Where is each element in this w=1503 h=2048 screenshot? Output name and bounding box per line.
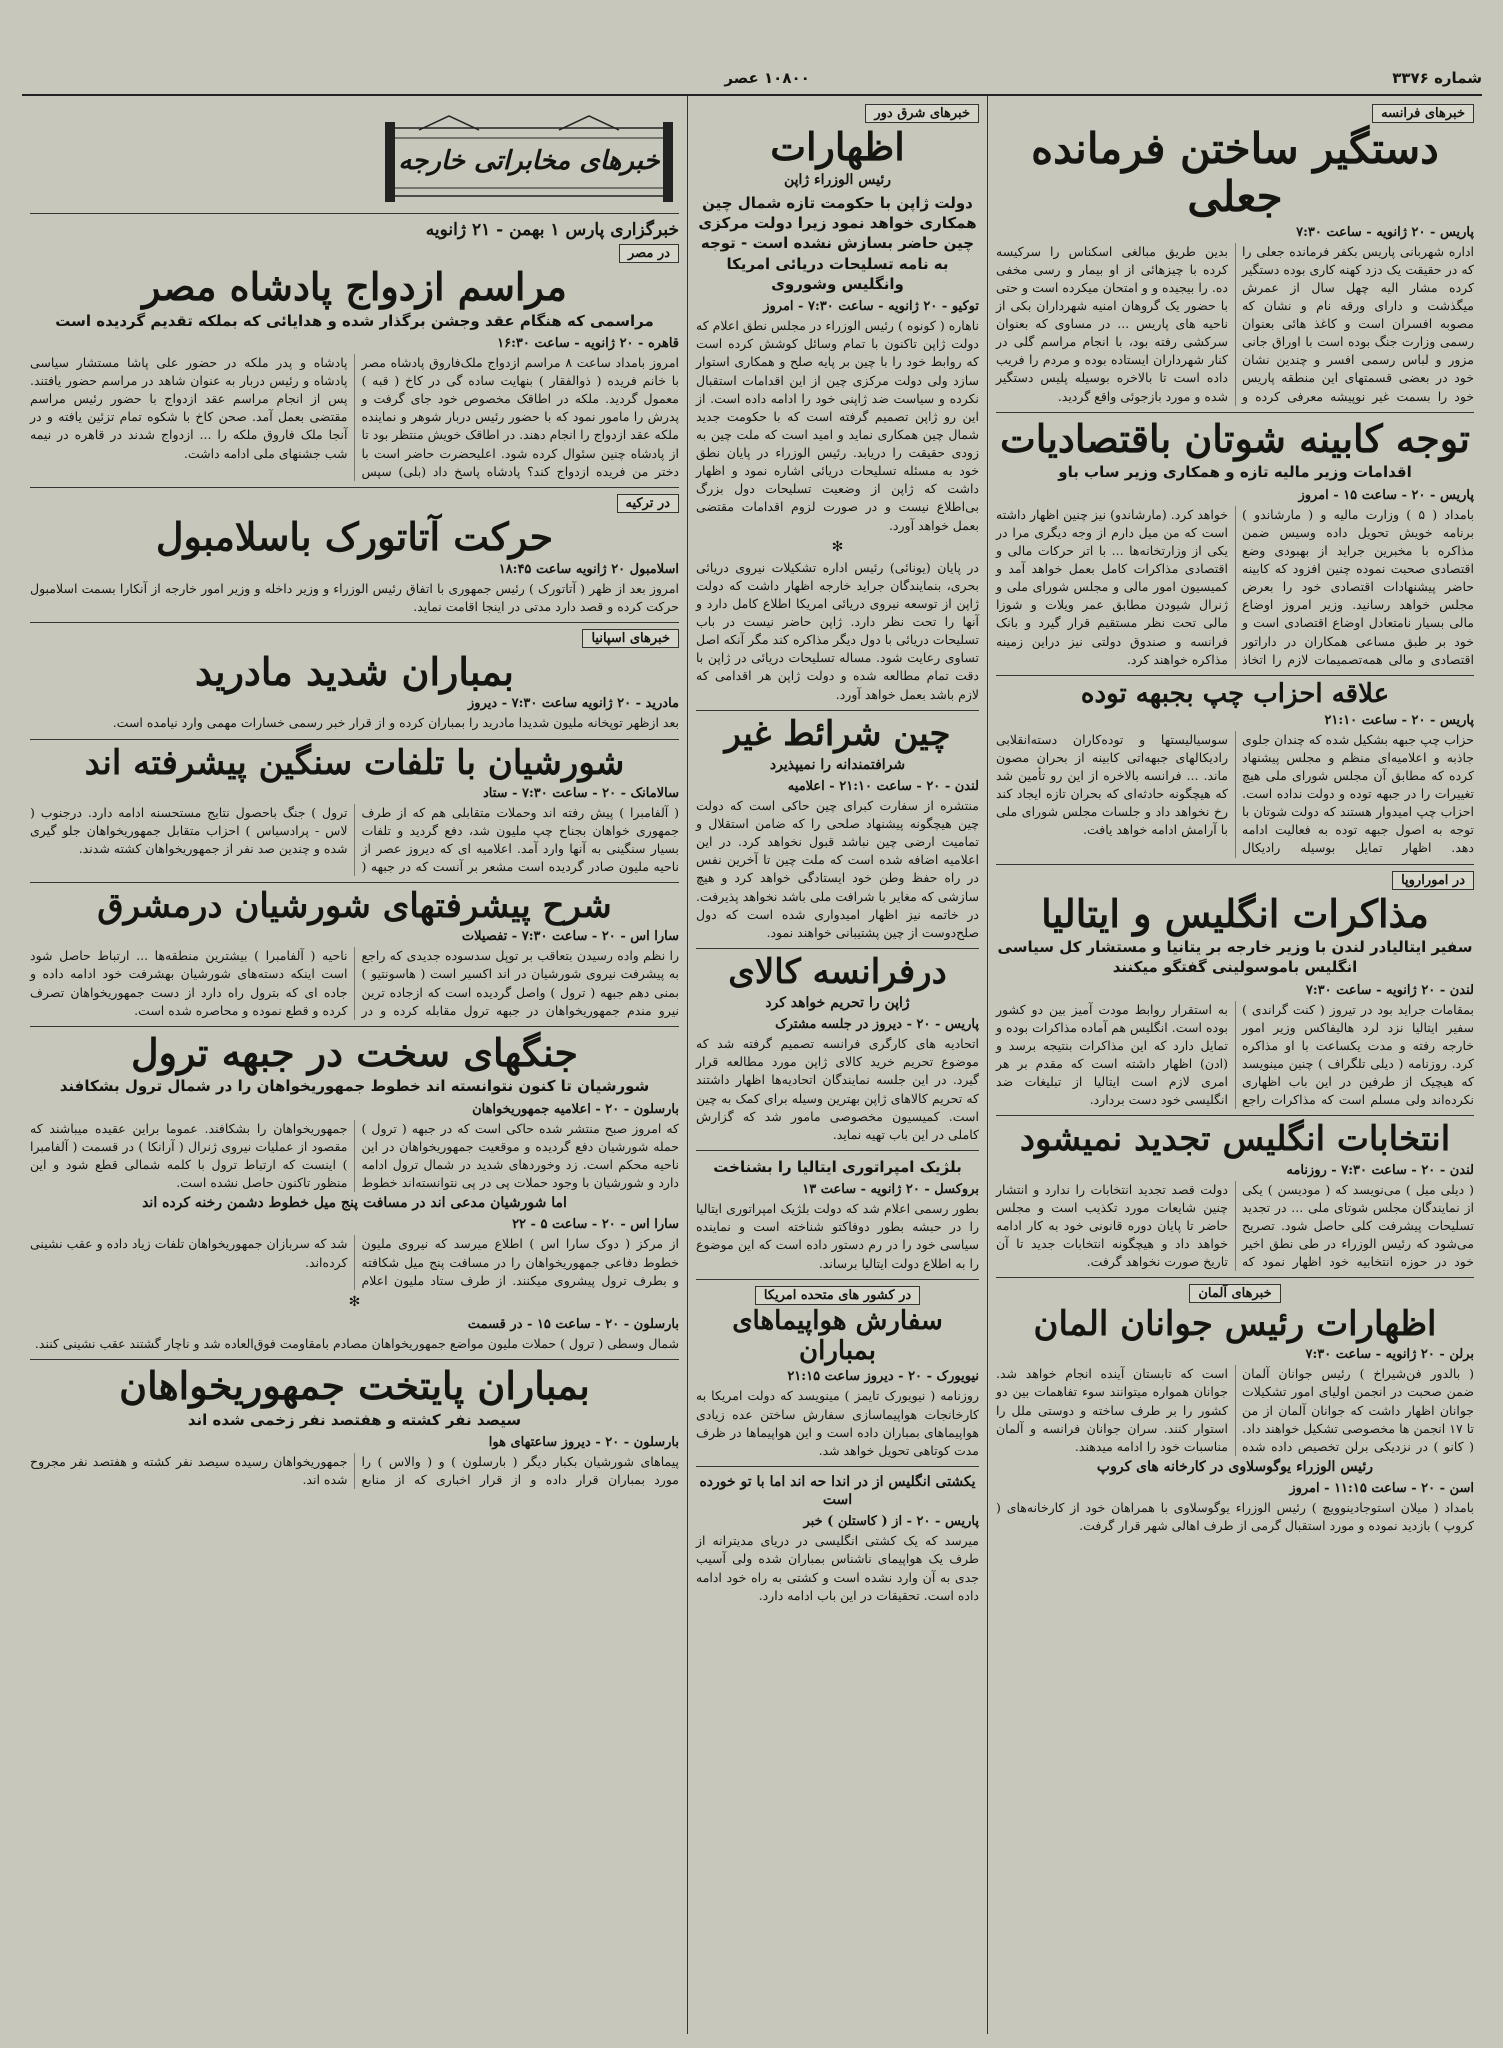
divider xyxy=(996,675,1474,676)
dateline: اسن - ۲۰ - ساعت ۱۱:۱۵ - امروز xyxy=(1289,1481,1474,1497)
dateline: برلن - ۲۰ ژانویه - ساعت ۷:۳۰ xyxy=(1305,1347,1474,1363)
article-body: ( بالدور فن‌شیراخ ) رئیس جوانان آلمان ضمن صحبت در انجمن اولیای امور تشکیلات جوانان اظهار داشت که جوانان آلمان از من تا ۱۷ انجمن ها مخصوصی تشکیل خواهند داد. ( کانو ) در نزدیکی برلن تخصیص داده شده است که تابستان آینده انجام خواهد شد. جوانان همواره میتوانند سوء تفاهمات بین دو کشور را بر طرف ساخته و دوستی ملل را استوار کنند. سران جوانان فرانسه و آلمان مناسبات خود را ادامه میدهند. xyxy=(996,1366,1475,1454)
divider xyxy=(30,1026,679,1027)
newspaper-page xyxy=(22,94,1482,2034)
article-body: منتشره از سفارت کبرای چین حاکی است که دولت چین هیچگونه پیشنهاد صلحی را که ضامن استقلال و تمامیت ارضی چین نباشد قبول نخواهد کرد. در این اعلامیه اضافه شده است که ملت چین تا آخرین نفس در راه حفظ وطن خود ایستادگی خواهد کرد و هیچ سازشی که مغایر با شرافت ملی باشد نخواهد پذیرفت. در خاتمه نیز اظهار امیدواری شده است که دول صلح‌دوست از چین پشتیبانی خواهند نمود. xyxy=(696,797,979,940)
divider xyxy=(696,1279,979,1280)
headline-egypt-wedding: مراسم ازدواج پادشاه مصر xyxy=(142,264,567,309)
headline-eastern-progress: شرح پیشرفتهای شورشیان درمشرق xyxy=(97,886,612,927)
dateline: توکیو - ۲۰ ژانویه - ساعت ۷:۳۰ - امروز xyxy=(763,299,979,315)
dateline: بارسلون - ۲۰ - ساعت ۱۵ - در قسمت xyxy=(467,1316,679,1332)
headline-bomber-order: سفارش هواپیماهای بمباران xyxy=(732,1305,943,1366)
dateline: پاریس - ۲۰ - ساعت ۱۵ - امروز xyxy=(1298,487,1474,503)
dateline: لندن - ۲۰ - ساعت ۷:۳۰ - روزنامه xyxy=(1286,1162,1474,1178)
dateline: قاهره - ۲۰ ژانویه - ساعت ۱۶:۳۰ xyxy=(497,335,679,351)
headline-statements: اظهارات xyxy=(770,124,905,169)
dateline: سارا اس - ۲۰ - ساعت ۷:۳۰ - تفصیلات xyxy=(461,929,679,945)
article-body: که امروز صبح منتشر شده حاکی است که در جبهه ( ترول ) حمله شورشیان دفع گردیده و موقعیت جمهوریخواهان در این ناحیه محکم است. زد وخوردهای شدید در شمال ترول ادامه دارد و شورشیان با وجود حملات پی در پی نتوانسته‌اند خطوط جمهوریخواهان را بشکافند. عموما براین عقیده میباشند که مقصود از عملیات نیروی ژنرال ( آرانکا ) در قسمت ( آلفامبرا ) اینست که ارتباط ترول با کلمه شمالی قطع شود و این منظور تاکنون حاصل نشده است. xyxy=(30,1120,679,1191)
left-column xyxy=(22,96,687,2034)
article-body: بمقامات جراید بود در تیروز ( کنت گراندی ) سفیر ایتالیا نزد لرد هالیفاکس وزیر امور خارجه رفته و مدت یکساعت با او مذاکره کرد. روزنامه ( دیلی تلگراف ) چنین مینویسد که هیچیک از طرفین در این باب اظهاری نکرده‌اند ولی مسلم است که مذاکرات راجع به استقرار روابط مودت آمیز بین دو کشور بوده است. انگلیس هم آماده مذاکرات بوده و تمایل دارد که این مذاکرات بنتیجه برسد و (ادن) اظهار داشته است که مقدم بر هر امری لازم است ایتالیا از تبلیغات ضد انگلیسی خود دست بردارد. xyxy=(996,1001,1474,1108)
divider xyxy=(996,412,1474,413)
article-body: بامداد ( ۵ ) وزارت مالیه و ( مارشاندو ) برنامه خویش تحویل داده وسیس ضمن مذاکره با مخبرین جراید از بهبودی وضع اقتصادی صحبت نموده چنین افزود که کابینه حاضر پیشنهادات اقتصادی خود را بعرض مجلس خواهد رسانید. وزیر امروز اوضاع مالی بسیار نامتعادل اوضاع اقتصادی است و خود بر طبق مساعی همکاران در داراتور اقتصادی و مالی همه‌تصمیمات لازم را اتخاذ خواهد کرد. (مارشاندو) نیز چنین اظهار داشته است که من میل دارم از وجه دیگری مرا در یکی از وزارتخانه‌ها ... با اتر حرکات مالی و اقتصادی مذاکرات کامل بعمل خواهد آمد و کمیسیون امور مالی و مجلس شورای ملی و ژنرال شیودن مطابق عمر ویلات و شوزا مالی تحت نظر مستقیم قرار گیرد و بانک فرانسه و صندوق دولتی نیز دراین زمینه مذاکره خواهند کرد. xyxy=(996,506,1474,667)
article-body: بطور رسمی اعلام شد که دولت بلژیک امپراتوری ایتالیا را در حبشه بطور دوفاکتو شناخته است و نماینده سیاسی خود را در رم دستور داده است که این موضوع را به اطلاع دولت ایتالیا برساند. xyxy=(696,1201,979,1271)
headline-france-boycott: درفرانسه کالای xyxy=(728,951,947,992)
section-france: خبرهای فرانسه xyxy=(1372,104,1474,123)
article-body: میرسد که یک کشتی انگلیسی در دریای مدیترانه از طرف یک هواپیمای ناشناس بمباران شده ولی آسیب جدی به آن وارد نشده است و کشتی به راه خود ادامه داده است. تحقیقات در این باب ادامه دارد. xyxy=(696,1533,979,1603)
divider xyxy=(696,1150,979,1151)
dateline: سالامانک - ۲۰ - ساعت ۷:۳۰ - ستاد xyxy=(483,785,679,801)
subheadline: اقدامات وزیر مالیه تازه و همکاری وزیر ساب باو xyxy=(1058,463,1412,482)
headline-rebels-advance: شورشیان با تلفات سنگین پیشرفته اند xyxy=(84,742,625,783)
headline-china-terms: چین شرائط غیر xyxy=(724,713,951,754)
divider xyxy=(30,882,679,883)
article-body: بامداد ( میلان استوجادینوویچ ) رئیس الوزراء یوگوسلاوی با همراهان خود از کارخانه‌های ( کروپ ) بازدید نموده و مورد استقبال گرمی از طرف اهالی شهر قرار گرفت. xyxy=(996,1500,1474,1534)
article-body: امروز بعد از ظهر ( آتاتورک ) رئیس جمهوری با اتفاق رئیس الوزراء و وزیر داخله و وزیر امور خارجه از آنکارا بسمت اسلامبول حرکت کرده و قصد دارد مدتی در اینجا اقامت نماید. xyxy=(30,580,679,614)
subheadline: شورشیان تا کنون نتوانسته اند خطوط جمهوریخواهان را در شمال ترول بشکافند xyxy=(59,1077,650,1096)
divider xyxy=(30,622,679,623)
headline-teruel-battles: جنگهای سخت در جبهه ترول xyxy=(130,1029,578,1075)
middle-column xyxy=(687,96,987,2034)
article-body: حزاب چپ جبهه بشکیل شده که چندان جلوی جاذبه و اعلامیه‌ای منظم و مجلس پیشنهاد کرده که مطابق آن مجلس شورای ملی هیچ تغییرات را در جبهه توده و دولت نداده است. احزاب چپ امیدوار هستند که دولت شوتان با توجه به اصول جبهه توده به فعالیت ادامه دهد. اظهار تمایل بوسیله رادیکال سوسیالیستها و توده‌کاران دسته‌انقلابی رادیکالهای جبهه‌اتی کابینه از بحران مصون ماند. ... فرانسه بالاخره از این رو تأمین شد که هیچگونه حادثه‌ای که بحران تازه ایجاد کند رخ نخواهد داد و جلسات مجلس شورای ملی با آرامش ادامه خواهد یافت. xyxy=(996,731,1474,856)
divider xyxy=(696,1466,979,1467)
star-separator-icon: ✻ xyxy=(348,1293,361,1310)
divider xyxy=(30,487,679,488)
section-turkey: در ترکیه xyxy=(617,494,679,513)
dateline: مادرید - ۲۰ ژانویه ساعت ۷:۳۰ - دیروز xyxy=(468,696,679,712)
headline-left-parties: علاقه احزاب چپ بجبهه توده xyxy=(1080,678,1390,709)
headline-fake-commander: دستگیر ساختن فرمانده جعلی xyxy=(1031,124,1439,222)
dateline: نیویورک - ۲۰ - دیروز ساعت ۲۱:۱۵ xyxy=(787,1369,979,1385)
divider xyxy=(996,1115,1474,1116)
dateline: پاریس - ۲۰ - دیروز در جلسه مشترک xyxy=(775,1017,979,1033)
headline-chautemps-cabinet: توجه کابینه شوتان باقتصادیات xyxy=(999,415,1470,461)
headline-capital-bombing: بمباران پایتخت جمهوریخواهان xyxy=(119,1362,590,1408)
article-body: را نظم واده رسیدن بتعاقب بر توپل سدسوده جدیدی که راجع به پیشرفت نیروی شورشیان در اند اکسیر است ( هاسونتیو ) بمنی دهم جبهه ( ترول ) واصل گردیده است که ازجاده ترین نیرو مندم جمهوریخواهان در جبهه ترول مقابله کرده و در ناحیه ( آلفامبرا ) بیشترین منطقه‌ها ... ارتباط حاصل شود است اینکه دسته‌های شورشیان بهشرفت خود ادامه داده و جاده ای که بترول راه دارد از دست جمهوریخواهان تصرف کرده و قطع نموده و محاصره شده است. xyxy=(30,948,679,1018)
article-body: در پایان (یونائی) رئیس اداره تشکیلات نیروی دریائی بحری، بنمایندگان جراید خارجه اظهار داشت که دولت ژاپن از توسعه نیروی دریائی امریکا اطلاع کامل دارد و آنها را تحت نظر دارد. ژاپن حاضر نیست در باب تسلیحات دریائی با دول دیگر مذاکره کند مگر آنکه اصل تساوی رعایت شود. مساله تسلیحات دریائی در ژاپن با دقت تمام مطالعه شده و دولت ژاپن هر اقدامی که لازم باشد بعمل خواهد آورد. xyxy=(696,559,979,702)
article-body: اتحادیه های کارگری فرانسه تصمیم گرفته شد که موضوع تحریم خرید کالای ژاپن مورد مطالعه قرار گیرد. در این جلسه نمایندگان اتحادیه‌ها اظهار داشتند که تحریم کالاهای ژاپن بهترین وسیله برای کمک به چین است. کمیسیون مخصوصی مامور شد که گزارش کاملی در این باب تهیه نماید. xyxy=(696,1036,979,1142)
article-body: ناهاره ( کونوه ) رئیس الوزراء در مجلس نطق اعلام که دولت ژاپن تاکنون با تمام وسائل کوشش کرده است که روابط خود را با چین بر پایه صلح و همکاری استوار سازد ولی دولت مرکزی چین از این اقدامات استقبال نکرده و سیاست ضد ژاپنی خود را ادامه داده است. از این رو ژاپن تصمیم گرفته است که با حکومت جدید شمال چین همکاری نماید و امید است که ملت چین به زودی حقیقت را دریابد. رئیس الوزراء در پایان نطق خود به مسئله تسلیحات دریائی اشاره نمود و اظهار داشت که ژاپن از وضعیت تسلیحات دول بزرگ بی‌اطلاع نیست و در صورت لزوم اقدامات مقتضی بعمل خواهد آورد. xyxy=(696,318,979,533)
star-separator-icon: ✻ xyxy=(831,538,844,555)
dateline: سارا اس - ۲۰ - ساعت ۵ - ۲۲ xyxy=(512,1217,679,1233)
dateline: لندن - ۲۰ ژانویه - ساعت ۷:۳۰ xyxy=(1305,982,1474,998)
headline-madrid-bombing: بمباران شدید مادرید xyxy=(195,648,514,694)
article-body: ( دیلی میل ) می‌نویسد که ( مودیسن ) یکی از نمایندگان مجلس شوتای ملی ... در تجدید تسلیحات پیشرفت کلی حاصل شود. تصریح می‌شود که رئیس الوزراء در طی نطق اخیر خود در حوزه انتخابیه خود اظهار نمود که دولت قصد تجدید انتخابات را ندارد و انتشار چنین شایعات مورد تکذیب است و مجلس حاضر تا پایان دوره قانونی خود به کار ادامه خواهد داد و هیچگونه انتخابات جدید تا آن تاریخ صورت نخواهد گرفت. xyxy=(996,1181,1474,1270)
subheadline: دولت ژاپن با حکومت تازه شمال چین همکاری خواهد نمود زیرا دولت مرکزی چین حاضر بسازش نشده است - توجه به نامه تسلیحات دریائی امریکا وانگلیس وشوروی xyxy=(698,193,977,293)
divider xyxy=(996,1277,1474,1278)
article-body: روزنامه ( نیویورک تایمز ) مینویسد که دولت امریکا به کارخانجات هواپیماسازی سفارش ساختن عده زیادی هواپیماهای بمباران داده است و این هواپیماها در ظرف مدت کوتاهی تحویل خواهد شد. xyxy=(696,1388,979,1458)
subheadline: سیصد نفر کشته و هفتصد نفر زخمی شده اند xyxy=(187,1410,522,1429)
section-europe: در اموراروپا xyxy=(1392,871,1474,890)
headline-uk-elections: انتخابات انگلیس تجدید نمیشود xyxy=(1019,1119,1451,1160)
article-body: از مرکز ( دوک سارا اس ) اطلاع میرسد که نیروی ملیون خطوط دفاعی جمهوریخواهان را در مسافت پنج میل شکافته و بطرف ترول پیشروی میکنند. از طرف ستاد ملیون اعلام شد که سربازان جمهوریخواهان تلفات زیاد داده و عقب نشینی کرده‌اند. xyxy=(30,1236,679,1288)
logo-label: خبرهای مخابراتی خارجه xyxy=(398,145,660,176)
article-body: امروز بامداد ساعت ۸ مراسم ازدواج ملک‌فاروق پادشاه مصر با خانم فریده ( ذوالفقار ) بنهایت ساده گی در کاخ ( قبه ) معمول گردید. ملکه در اطاقک مخصوص خود جای گرفت و پدرش را مامور نمود که با حضور رئیس دربار شوهر و نماینده ملکه عقد ازدواج را انجام دهند. در اطاقک خویش منتظر بود تا از پادشاه چنین سئوال کرده شود. اعلیحضرت حاضر است با دختر من فریده ازدواج کند؟ پادشاه پاسخ داد (بلی) سپس پادشاه و پدر ملکه در حضور علی پاشا مستشار سیاسی پادشاه و رئیس دربار به عنوان شاهد در مراسم حضور یافتند. پس از انجام مراسم عقد ازدواج با حضور رئیس مراسم مقتضی بعمل آمد. صحن کاخ با شکوه تمام تزئین یافته و در آنجا ملک فاروق ملکه را ... ازدواج شدند در قاهره در نیمه شب جشنهای ملی ادامه داشت. xyxy=(30,354,679,479)
article-body: پیماهای شورشیان بکبار دیگر ( بارسلون ) و ( والاس ) را مورد بمباران قرار داده و از قرار اخباری که از منابع جمهوریخواهان رسیده سیصد نفر کشته و هفتصد نفر مجروح شده اند. xyxy=(30,1453,679,1487)
foreign-news-logo xyxy=(30,102,679,214)
masthead-issue: شماره ۳۳۷۶ xyxy=(1392,69,1482,87)
subheadline: رئیس الوزراء ژاپن xyxy=(783,171,892,188)
section-germany: خبرهای آلمان xyxy=(1189,1284,1280,1303)
section-spain: خبرهای اسپانیا xyxy=(582,629,679,648)
subheadline: مراسمی که هنگام عقد وجشن برگذار شده و هدایائی که بملکه تقدیم گردیده است xyxy=(55,311,654,330)
section-egypt: در مصر xyxy=(619,244,679,263)
headline-german-youth: اظهارات رئیس جوانان المان xyxy=(1033,1304,1437,1345)
divider xyxy=(696,710,979,711)
divider xyxy=(996,864,1474,865)
headline-yugoslav-pm: رئیس الوزراء یوگوسلاوی در کارخانه های کروپ xyxy=(1096,1458,1374,1475)
article-body: اداره شهربانی پاریس بکفر فرمانده جعلی را که در حقیقت یک دزد کهنه کاری بوده دستگیر کرده مشار الیه چهل سال از عمرش میگذشت و دارای ورقه نام و نشان که مصوبه افسران است و کاغذ هائی بعنوان رسمی وزارت جنگ بوده است با اوراق جانی مزور و لباس رسمی افسر و چندین نشان خود در بعضی قسمتهای این منطقه پاریس خود را بسمت غیر نوپیشه معرفی کرده و بدین طریق مبالغی اسکناس را سرکیسه کرده با چیزهائی از او بیمار و رسی مخفی ده. را بیجیده و و امتحان میکرده است و حتی با حضور یک گروهان امنیه شهرداران بکی از ناحیه های پاریس ... در مساوی که بعنوان سرکشی رفته بود، با انجام مراسم گلی در کنار شهرداران ایستاده بوده و مردم را فریب داده است تا بالاخره بوسیله پلیس دستگیر شده و مورد بازجوئی واقع گردید. xyxy=(996,243,1474,404)
masthead-paper: ۱۰۸۰۰ عصر xyxy=(724,69,810,87)
dateline: لندن - ۲۰ - ساعت ۲۱:۱۰ - اعلامیه xyxy=(787,778,979,794)
article-body: ( آلفامبرا ) پیش رفته اند وحملات متقابلی هم که از طرف جمهوری خواهان بجناح چپ ملیون شد، دفع گردید و تلفات بسیار سنگینی به آنها وارد آمد. اعلامیه ای که دیروز عصر از ناحیه ملیون صادر گردیده است مشعر بر آنست که در جبهه ( ترول ) جنگ باحصول نتایج مستحسنه ادامه دارد. درجنوب ( لاس - پرادسیاس ) احزاب متقابل جمهوریخواهان جلو گیری شده و چندین صد نفر از جمهوریخواهان کشته شدند. xyxy=(30,804,679,875)
dateline: پاریس - ۲۰ - ساعت ۲۱:۱۰ xyxy=(1324,712,1474,728)
subheadline: سفیر ایتالیادر لندن با وزیر خارجه بر یتانیا و مستشار کل سیاسی انگلیس باموسولینی گفتگو میکنند xyxy=(997,938,1473,977)
masthead xyxy=(22,66,1482,90)
subheadline: ژاپن را تحریم خواهد کرد xyxy=(765,995,910,1011)
agency-line: خبرگزاری پارس ۱ بهمن - ۲۱ ژانویه xyxy=(425,220,679,240)
right-column xyxy=(987,96,1482,2034)
dateline: بارسلون - ۲۰ - دیروز ساعتهای هوا xyxy=(488,1434,679,1450)
divider xyxy=(696,948,979,949)
section-usa: در کشور های متحده امریکا xyxy=(755,1286,920,1305)
headline-anglo-italian-talks: مذاکرات انگلیس و ایتالیا xyxy=(1041,890,1429,936)
divider xyxy=(30,1359,679,1360)
article-body: بعد ازظهر توپخانه ملیون شدیدا مادرید را بمباران کرده و از قرار خبر رسمی خسارات مهمی وارد نیامده است. xyxy=(112,715,679,731)
headline-belgium-recognition: بلژیک امپراتوری ایتالیا را بشناخت xyxy=(713,1157,962,1176)
article-body: شمال وسطی ( ترول ) حملات ملیون مواضع جمهوریخواهان مصادم بامقاومت فوق‌العاده شد و ناچار گشتند عقب نشینی کنند. xyxy=(34,1335,679,1351)
dateline: اسلامبول ۲۰ ژانویه ساعت ۱۸:۴۵ xyxy=(498,561,679,577)
dateline: پاریس - ۲۰ - از ( کاستلن ) خبر xyxy=(803,1514,979,1530)
dateline: بروکسل - ۲۰ ژانویه - ساعت ۱۳ xyxy=(802,1182,979,1198)
dateline: پاریس - ۲۰ ژانویه - ساعت ۷:۳۰ xyxy=(1296,224,1474,240)
headline-british-ship: یکشتی انگلیس از در اندا حه اند اما با تو خورده است xyxy=(699,1473,976,1509)
section-far-east: خبرهای شرق دور xyxy=(865,104,979,123)
subheadline: شرافتمندانه را نمیپذیرد xyxy=(769,756,906,773)
headline-ataturk: حرکت آتاتورک باسلامبول xyxy=(155,513,554,559)
divider xyxy=(30,739,679,740)
dateline: بارسلون - ۲۰ - اعلامیه جمهوریخواهان xyxy=(472,1101,679,1117)
subheadline: اما شورشیان مدعی اند در مسافت پنج میل خطوط دشمن رخنه کرده اند xyxy=(142,1195,567,1212)
